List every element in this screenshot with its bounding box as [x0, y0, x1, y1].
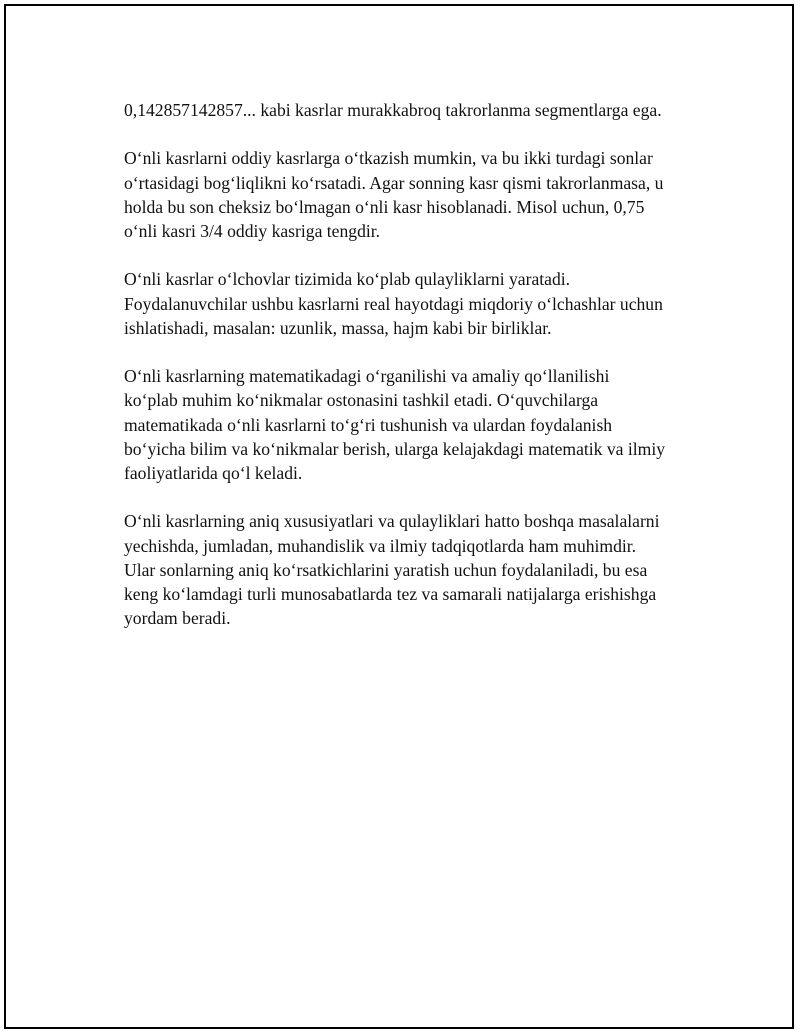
text-line: o‘rtasidagi bog‘liqlikni ko‘rsatadi. Agar sonning kasr qismi takrorlanmasa, u — [124, 172, 664, 193]
text-line: holda bu son cheksiz bo‘lmagan o‘nli kasr hisoblanadi. Misol uchun, 0,75 — [124, 196, 645, 217]
text-line: Foydalanuvchilar ushbu kasrlarni real hayotdagi miqdoriy o‘lchashlar uchun — [124, 293, 663, 314]
text-line: yechishda, jumladan, muhandislik va ilmiy tadqiqotlarda ham muhimdir. — [124, 535, 637, 556]
text-line: O‘nli kasrlarning aniq xususiyatlari va qulayliklari hatto boshqa masalalarni — [124, 511, 660, 532]
text-line: O‘nli kasrlarni oddiy kasrlarga o‘tkazish mumkin, va bu ikki turdagi sonlar — [124, 148, 653, 169]
paragraph-1 — [124, 98, 704, 122]
document-body — [124, 98, 704, 655]
paragraph-5 — [124, 509, 704, 630]
text-line: bo‘yicha bilim va ko‘nikmalar berish, ularga kelajakdagi matematik va ilmiy — [124, 438, 666, 459]
paragraph-3 — [124, 267, 704, 340]
text-line: keng ko‘lamdagi turli munosabatlarda tez va samarali natijalarga erishishga — [124, 584, 657, 604]
text-line: 0,142857142857... kabi kasrlar murakkabroq takrorlanma segmentlarga ega. — [124, 100, 662, 120]
text-line: faoliyatlarida qo‘l keladi. — [124, 463, 303, 483]
text-line: O‘nli kasrlar o‘lchovlar tizimida ko‘plab qulayliklarni yaratadi. — [124, 269, 571, 290]
text-line: Ular sonlarning aniq ko‘rsatkichlarini yaratish uchun foydalaniladi, bu esa — [124, 559, 648, 580]
text-line: ko‘plab muhim ko‘nikmalar ostonasini tashkil etadi. O‘quvchilarga — [124, 390, 599, 411]
paragraph-4 — [124, 364, 704, 485]
text-line: matematikada o‘nli kasrlarni to‘g‘ri tushunish va ulardan foydalanish — [124, 414, 613, 435]
text-line: yordam beradi. — [124, 608, 231, 629]
text-line: O‘nli kasrlarning matematikadagi o‘rganilishi va amaliy qo‘llanilishi — [124, 366, 610, 387]
text-line: ishlatishadi, masalan: uzunlik, massa, hajm kabi bir birliklar. — [124, 317, 552, 338]
text-line: o‘nli kasri 3/4 oddiy kasriga tengdir. — [124, 221, 381, 241]
paragraph-2 — [124, 146, 704, 243]
page-frame — [4, 4, 794, 1029]
